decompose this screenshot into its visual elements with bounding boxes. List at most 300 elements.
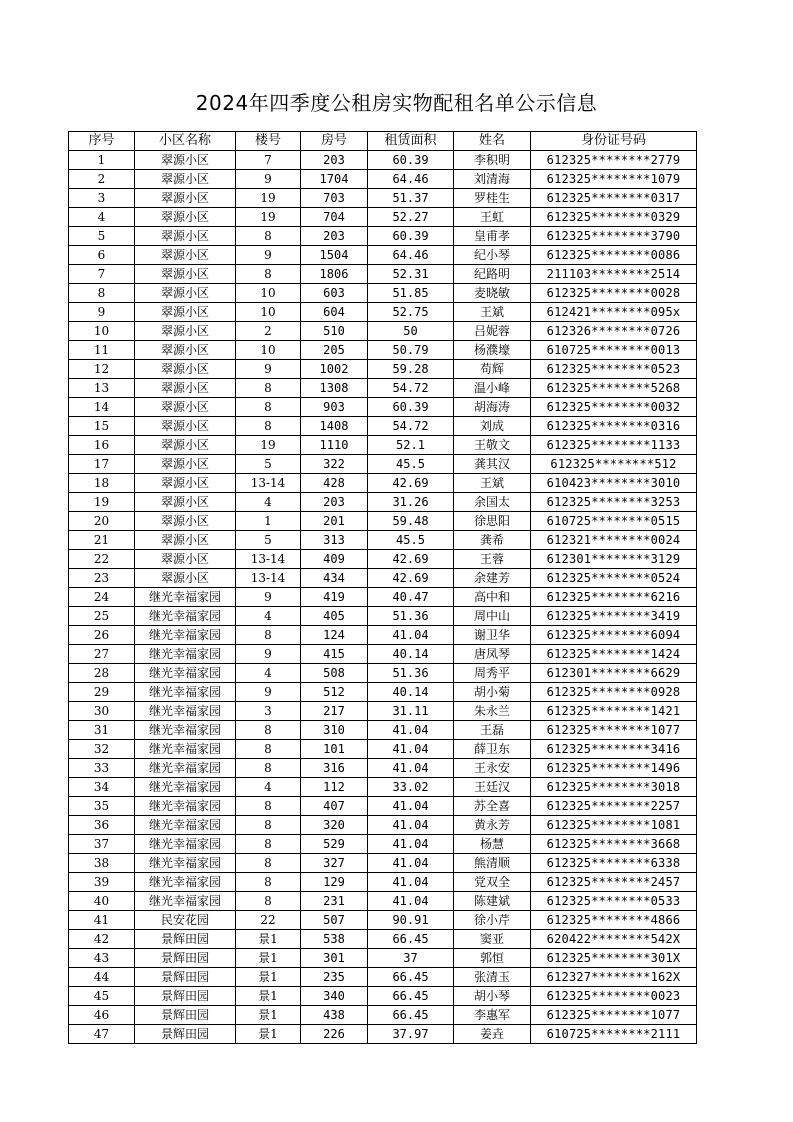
cell-community: 翠源小区 <box>135 531 236 550</box>
cell-area: 37 <box>368 949 454 968</box>
cell-area: 45.5 <box>368 455 454 474</box>
table-row <box>69 360 697 379</box>
table-header-row <box>69 132 697 151</box>
cell-room: 538 <box>301 930 368 949</box>
cell-id-number: 612325********0316 <box>531 417 697 436</box>
cell-id-number: 612325********3668 <box>531 835 697 854</box>
table-row <box>69 379 697 398</box>
cell-room: 903 <box>301 398 368 417</box>
cell-id-number: 612325********512 <box>531 455 697 474</box>
cell-index: 42 <box>69 930 135 949</box>
cell-area: 66.45 <box>368 968 454 987</box>
cell-room: 1704 <box>301 170 368 189</box>
cell-id-number: 612325********6338 <box>531 854 697 873</box>
cell-id-number: 612325********0028 <box>531 284 697 303</box>
table-row <box>69 265 697 284</box>
cell-room: 1806 <box>301 265 368 284</box>
cell-id-number: 612325********4866 <box>531 911 697 930</box>
cell-community: 翠源小区 <box>135 322 236 341</box>
cell-name: 麦晓敏 <box>454 284 531 303</box>
cell-name: 窦亚 <box>454 930 531 949</box>
cell-area: 59.28 <box>368 360 454 379</box>
cell-community: 翠源小区 <box>135 265 236 284</box>
cell-area: 31.26 <box>368 493 454 512</box>
table-row <box>69 835 697 854</box>
cell-id-number: 612325********1077 <box>531 721 697 740</box>
table-row <box>69 170 697 189</box>
cell-community: 继光幸福家园 <box>135 816 236 835</box>
cell-area: 51.36 <box>368 664 454 683</box>
cell-room: 604 <box>301 303 368 322</box>
cell-area: 41.04 <box>368 816 454 835</box>
cell-area: 42.69 <box>368 550 454 569</box>
cell-index: 47 <box>69 1025 135 1044</box>
cell-area: 31.11 <box>368 702 454 721</box>
cell-community: 继光幸福家园 <box>135 759 236 778</box>
cell-room: 235 <box>301 968 368 987</box>
cell-area: 33.02 <box>368 778 454 797</box>
cell-area: 60.39 <box>368 398 454 417</box>
cell-area: 41.04 <box>368 873 454 892</box>
cell-room: 1002 <box>301 360 368 379</box>
cell-building: 9 <box>236 645 301 664</box>
cell-room: 1504 <box>301 246 368 265</box>
cell-id-number: 612321********0024 <box>531 531 697 550</box>
cell-community: 翠源小区 <box>135 436 236 455</box>
cell-building: 4 <box>236 778 301 797</box>
cell-id-number: 612325********0317 <box>531 189 697 208</box>
cell-index: 21 <box>69 531 135 550</box>
cell-index: 20 <box>69 512 135 531</box>
table-row <box>69 246 697 265</box>
cell-name: 朱永兰 <box>454 702 531 721</box>
cell-name: 李惠军 <box>454 1006 531 1025</box>
cell-name: 李积明 <box>454 151 531 170</box>
cell-area: 41.04 <box>368 759 454 778</box>
cell-name: 皇甫孝 <box>454 227 531 246</box>
cell-area: 52.27 <box>368 208 454 227</box>
cell-room: 438 <box>301 1006 368 1025</box>
cell-id-number: 612325********0023 <box>531 987 697 1006</box>
cell-index: 25 <box>69 607 135 626</box>
cell-id-number: 612325********1081 <box>531 816 697 835</box>
cell-community: 翠源小区 <box>135 512 236 531</box>
cell-area: 51.37 <box>368 189 454 208</box>
cell-name: 刘清海 <box>454 170 531 189</box>
cell-building: 8 <box>236 797 301 816</box>
cell-community: 翠源小区 <box>135 379 236 398</box>
cell-community: 翠源小区 <box>135 455 236 474</box>
cell-name: 杨濮壕 <box>454 341 531 360</box>
cell-index: 5 <box>69 227 135 246</box>
cell-building: 8 <box>236 721 301 740</box>
cell-id-number: 612325********3253 <box>531 493 697 512</box>
cell-room: 703 <box>301 189 368 208</box>
table-row <box>69 607 697 626</box>
cell-name: 杨慧 <box>454 835 531 854</box>
cell-name: 苟辉 <box>454 360 531 379</box>
table-row <box>69 417 697 436</box>
cell-building: 景1 <box>236 987 301 1006</box>
table-row <box>69 227 697 246</box>
cell-community: 继光幸福家园 <box>135 740 236 759</box>
col-header-area: 租赁面积 <box>368 132 454 151</box>
cell-index: 23 <box>69 569 135 588</box>
cell-community: 景辉田园 <box>135 1006 236 1025</box>
cell-community: 继光幸福家园 <box>135 664 236 683</box>
table-row <box>69 740 697 759</box>
cell-room: 101 <box>301 740 368 759</box>
cell-id-number: 612325********301X <box>531 949 697 968</box>
cell-area: 51.36 <box>368 607 454 626</box>
cell-building: 5 <box>236 455 301 474</box>
cell-building: 景1 <box>236 968 301 987</box>
cell-index: 13 <box>69 379 135 398</box>
cell-area: 50 <box>368 322 454 341</box>
cell-id-number: 612325********0032 <box>531 398 697 417</box>
cell-building: 9 <box>236 246 301 265</box>
cell-building: 13-14 <box>236 550 301 569</box>
cell-room: 320 <box>301 816 368 835</box>
cell-area: 66.45 <box>368 1006 454 1025</box>
cell-building: 8 <box>236 835 301 854</box>
cell-area: 52.31 <box>368 265 454 284</box>
cell-room: 340 <box>301 987 368 1006</box>
cell-area: 41.04 <box>368 721 454 740</box>
cell-name: 王敬文 <box>454 436 531 455</box>
table-row <box>69 892 697 911</box>
cell-index: 33 <box>69 759 135 778</box>
cell-community: 翠源小区 <box>135 550 236 569</box>
cell-index: 40 <box>69 892 135 911</box>
cell-area: 41.04 <box>368 797 454 816</box>
table-row <box>69 303 697 322</box>
cell-room: 203 <box>301 493 368 512</box>
cell-name: 姜垚 <box>454 1025 531 1044</box>
cell-area: 40.14 <box>368 683 454 702</box>
cell-community: 继光幸福家园 <box>135 778 236 797</box>
cell-id-number: 610725********0013 <box>531 341 697 360</box>
cell-community: 景辉田园 <box>135 930 236 949</box>
cell-room: 704 <box>301 208 368 227</box>
cell-community: 翠源小区 <box>135 227 236 246</box>
cell-room: 129 <box>301 873 368 892</box>
table-row <box>69 664 697 683</box>
cell-index: 2 <box>69 170 135 189</box>
cell-community: 翠源小区 <box>135 284 236 303</box>
cell-area: 64.46 <box>368 246 454 265</box>
table-row <box>69 341 697 360</box>
cell-community: 景辉田园 <box>135 968 236 987</box>
cell-name: 郭恒 <box>454 949 531 968</box>
cell-room: 415 <box>301 645 368 664</box>
cell-community: 继光幸福家园 <box>135 645 236 664</box>
cell-room: 201 <box>301 512 368 531</box>
table-row <box>69 474 697 493</box>
table-row <box>69 512 697 531</box>
cell-building: 9 <box>236 588 301 607</box>
cell-id-number: 612325********1133 <box>531 436 697 455</box>
col-header-building: 楼号 <box>236 132 301 151</box>
cell-id-number: 612421********095x <box>531 303 697 322</box>
cell-name: 胡小琴 <box>454 987 531 1006</box>
cell-building: 8 <box>236 227 301 246</box>
cell-building: 19 <box>236 436 301 455</box>
cell-name: 党双全 <box>454 873 531 892</box>
cell-building: 7 <box>236 151 301 170</box>
cell-area: 60.39 <box>368 151 454 170</box>
cell-id-number: 612325********1496 <box>531 759 697 778</box>
cell-area: 54.72 <box>368 417 454 436</box>
cell-id-number: 612326********0726 <box>531 322 697 341</box>
cell-community: 继光幸福家园 <box>135 702 236 721</box>
cell-room: 112 <box>301 778 368 797</box>
cell-name: 余建芳 <box>454 569 531 588</box>
cell-name: 胡小菊 <box>454 683 531 702</box>
cell-room: 203 <box>301 151 368 170</box>
cell-area: 52.75 <box>368 303 454 322</box>
table-row <box>69 797 697 816</box>
cell-id-number: 610725********2111 <box>531 1025 697 1044</box>
table-row <box>69 1025 697 1044</box>
cell-community: 翠源小区 <box>135 151 236 170</box>
table-body <box>69 151 697 1044</box>
table-row <box>69 949 697 968</box>
cell-community: 继光幸福家园 <box>135 854 236 873</box>
table-row <box>69 455 697 474</box>
cell-room: 1408 <box>301 417 368 436</box>
cell-community: 继光幸福家园 <box>135 588 236 607</box>
cell-community: 继光幸福家园 <box>135 626 236 645</box>
cell-room: 434 <box>301 569 368 588</box>
cell-index: 22 <box>69 550 135 569</box>
cell-building: 8 <box>236 892 301 911</box>
cell-id-number: 612325********0086 <box>531 246 697 265</box>
cell-name: 纪小琴 <box>454 246 531 265</box>
cell-building: 景1 <box>236 1025 301 1044</box>
cell-area: 60.39 <box>368 227 454 246</box>
cell-building: 13-14 <box>236 474 301 493</box>
cell-room: 409 <box>301 550 368 569</box>
page-title: 2024年四季度公租房实物配租名单公示信息 <box>195 91 598 115</box>
cell-name: 纪路明 <box>454 265 531 284</box>
cell-room: 1308 <box>301 379 368 398</box>
cell-community: 继光幸福家园 <box>135 797 236 816</box>
table-row <box>69 626 697 645</box>
cell-room: 226 <box>301 1025 368 1044</box>
cell-id-number: 610725********0515 <box>531 512 697 531</box>
cell-index: 44 <box>69 968 135 987</box>
cell-id-number: 612325********5268 <box>531 379 697 398</box>
cell-id-number: 612325********6216 <box>531 588 697 607</box>
cell-id-number: 612301********6629 <box>531 664 697 683</box>
cell-id-number: 620422********542X <box>531 930 697 949</box>
cell-area: 54.72 <box>368 379 454 398</box>
cell-name: 熊清顺 <box>454 854 531 873</box>
cell-name: 徐小芹 <box>454 911 531 930</box>
table-row <box>69 284 697 303</box>
cell-area: 41.04 <box>368 835 454 854</box>
cell-community: 翠源小区 <box>135 417 236 436</box>
cell-index: 12 <box>69 360 135 379</box>
table-row <box>69 816 697 835</box>
cell-id-number: 612325********3419 <box>531 607 697 626</box>
cell-community: 继光幸福家园 <box>135 873 236 892</box>
table-row <box>69 398 697 417</box>
cell-building: 2 <box>236 322 301 341</box>
table-row <box>69 569 697 588</box>
table-row <box>69 436 697 455</box>
cell-index: 3 <box>69 189 135 208</box>
cell-room: 316 <box>301 759 368 778</box>
cell-room: 405 <box>301 607 368 626</box>
cell-building: 8 <box>236 417 301 436</box>
cell-building: 1 <box>236 512 301 531</box>
cell-room: 512 <box>301 683 368 702</box>
cell-room: 603 <box>301 284 368 303</box>
cell-name: 罗桂生 <box>454 189 531 208</box>
cell-building: 8 <box>236 759 301 778</box>
cell-room: 124 <box>301 626 368 645</box>
cell-room: 507 <box>301 911 368 930</box>
col-header-room: 房号 <box>301 132 368 151</box>
table-row <box>69 151 697 170</box>
cell-name: 龚其汉 <box>454 455 531 474</box>
cell-name: 王磊 <box>454 721 531 740</box>
cell-area: 45.5 <box>368 531 454 550</box>
cell-index: 35 <box>69 797 135 816</box>
cell-community: 翠源小区 <box>135 474 236 493</box>
cell-index: 34 <box>69 778 135 797</box>
cell-area: 66.45 <box>368 987 454 1006</box>
cell-id-number: 612325********1079 <box>531 170 697 189</box>
cell-name: 胡海涛 <box>454 398 531 417</box>
cell-building: 景1 <box>236 949 301 968</box>
cell-building: 3 <box>236 702 301 721</box>
cell-community: 翠源小区 <box>135 303 236 322</box>
cell-building: 13-14 <box>236 569 301 588</box>
cell-community: 民安花园 <box>135 911 236 930</box>
cell-index: 6 <box>69 246 135 265</box>
cell-name: 薛卫东 <box>454 740 531 759</box>
table-row <box>69 550 697 569</box>
cell-id-number: 612325********1424 <box>531 645 697 664</box>
cell-index: 38 <box>69 854 135 873</box>
cell-room: 231 <box>301 892 368 911</box>
cell-id-number: 612325********2457 <box>531 873 697 892</box>
cell-index: 31 <box>69 721 135 740</box>
cell-index: 18 <box>69 474 135 493</box>
cell-building: 9 <box>236 683 301 702</box>
table-row <box>69 987 697 1006</box>
table-row <box>69 683 697 702</box>
table-row <box>69 721 697 740</box>
cell-id-number: 612327********162X <box>531 968 697 987</box>
cell-id-number: 612325********1077 <box>531 1006 697 1025</box>
cell-community: 景辉田园 <box>135 949 236 968</box>
cell-name: 王斌 <box>454 474 531 493</box>
cell-name: 吕妮蓉 <box>454 322 531 341</box>
cell-building: 8 <box>236 626 301 645</box>
cell-building: 10 <box>236 341 301 360</box>
cell-index: 8 <box>69 284 135 303</box>
cell-area: 40.47 <box>368 588 454 607</box>
cell-area: 41.04 <box>368 854 454 873</box>
cell-id-number: 612325********1421 <box>531 702 697 721</box>
cell-community: 继光幸福家园 <box>135 683 236 702</box>
cell-name: 张清玉 <box>454 968 531 987</box>
cell-id-number: 612325********3416 <box>531 740 697 759</box>
cell-building: 8 <box>236 265 301 284</box>
cell-area: 90.91 <box>368 911 454 930</box>
cell-name: 周中山 <box>454 607 531 626</box>
cell-id-number: 211103********2514 <box>531 265 697 284</box>
cell-id-number: 612325********0928 <box>531 683 697 702</box>
cell-id-number: 612325********6094 <box>531 626 697 645</box>
cell-name: 王永安 <box>454 759 531 778</box>
cell-name: 余国太 <box>454 493 531 512</box>
cell-name: 陈建斌 <box>454 892 531 911</box>
cell-name: 王斌 <box>454 303 531 322</box>
cell-id-number: 610423********3010 <box>531 474 697 493</box>
cell-index: 27 <box>69 645 135 664</box>
cell-community: 翠源小区 <box>135 569 236 588</box>
col-header-index: 序号 <box>69 132 135 151</box>
col-header-community: 小区名称 <box>135 132 236 151</box>
cell-building: 10 <box>236 303 301 322</box>
table-row <box>69 759 697 778</box>
table-row <box>69 588 697 607</box>
cell-room: 428 <box>301 474 368 493</box>
table-row <box>69 930 697 949</box>
cell-name: 徐思阳 <box>454 512 531 531</box>
cell-community: 继光幸福家园 <box>135 892 236 911</box>
cell-name: 唐凤琴 <box>454 645 531 664</box>
cell-index: 30 <box>69 702 135 721</box>
cell-building: 4 <box>236 664 301 683</box>
cell-index: 46 <box>69 1006 135 1025</box>
cell-room: 327 <box>301 854 368 873</box>
cell-index: 39 <box>69 873 135 892</box>
cell-name: 王蓉 <box>454 550 531 569</box>
cell-room: 510 <box>301 322 368 341</box>
cell-index: 37 <box>69 835 135 854</box>
cell-room: 322 <box>301 455 368 474</box>
col-header-name: 姓名 <box>454 132 531 151</box>
cell-building: 9 <box>236 360 301 379</box>
cell-community: 翠源小区 <box>135 246 236 265</box>
cell-community: 景辉田园 <box>135 987 236 1006</box>
cell-index: 41 <box>69 911 135 930</box>
cell-building: 8 <box>236 379 301 398</box>
cell-room: 313 <box>301 531 368 550</box>
table-row <box>69 493 697 512</box>
cell-id-number: 612325********0524 <box>531 569 697 588</box>
table-row <box>69 702 697 721</box>
cell-building: 22 <box>236 911 301 930</box>
cell-id-number: 612325********2779 <box>531 151 697 170</box>
table-row <box>69 911 697 930</box>
cell-building: 景1 <box>236 930 301 949</box>
table-row <box>69 968 697 987</box>
cell-area: 40.14 <box>368 645 454 664</box>
cell-name: 苏全喜 <box>454 797 531 816</box>
cell-area: 59.48 <box>368 512 454 531</box>
cell-name: 温小峰 <box>454 379 531 398</box>
cell-building: 8 <box>236 873 301 892</box>
cell-building: 19 <box>236 189 301 208</box>
cell-name: 王廷汉 <box>454 778 531 797</box>
